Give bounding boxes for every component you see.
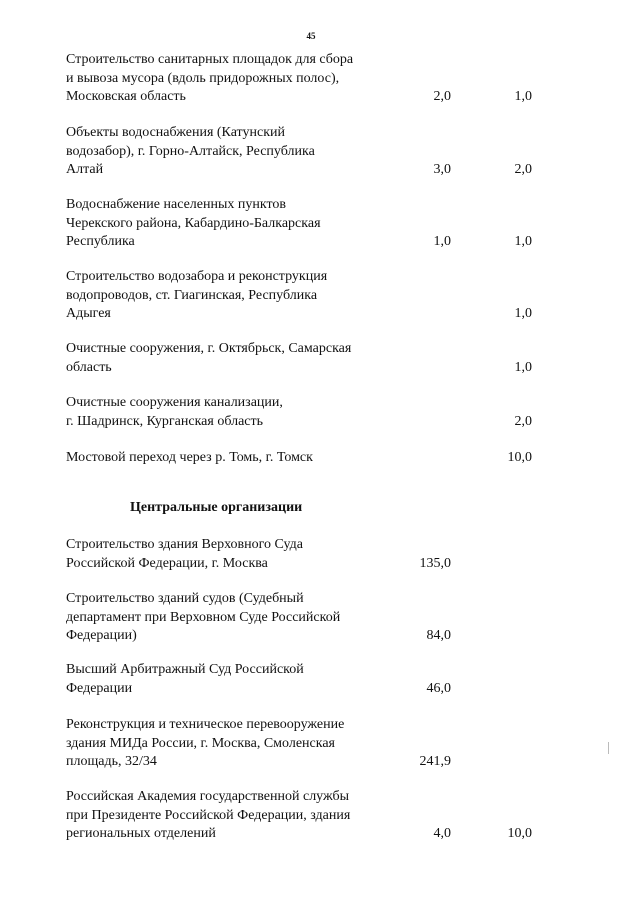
budget-entry — [66, 536, 566, 573]
description-line: Адыгея — [66, 306, 111, 321]
budget-entry — [66, 196, 566, 252]
amount-col2: 2,0 — [514, 162, 532, 177]
description-line: Реконструкция и техническое перевооружение — [66, 717, 345, 732]
amount-col1: 135,0 — [419, 555, 451, 571]
entry-description — [66, 661, 376, 698]
entry-description — [66, 196, 376, 252]
description-line: Мостовой переход через р. Томь, г. Томск — [66, 450, 313, 465]
description-line: Алтай — [66, 162, 104, 177]
description-line: Республика — [66, 234, 135, 249]
description-line: Очистные сооружения канализации, — [66, 395, 283, 410]
amount-col2: 1,0 — [514, 306, 532, 321]
budget-entry — [66, 51, 566, 107]
description-line: Строительство санитарных площадок для сбора — [66, 52, 354, 67]
description-line: Строительство здания Верховного Суда — [66, 537, 303, 552]
entry-description — [66, 268, 376, 324]
entry-description — [66, 340, 376, 377]
entry-description — [66, 788, 376, 844]
amount-col1: 4,0 — [433, 826, 451, 841]
description-line: Российская Академия государственной службы — [66, 789, 350, 804]
description-line: область — [66, 359, 112, 375]
amount-col2: 1,0 — [514, 89, 532, 104]
budget-entry — [66, 124, 566, 180]
description-line: Водоснабжение населенных пунктов — [66, 197, 287, 212]
budget-entry — [66, 340, 566, 377]
description-line: Московская область — [66, 89, 186, 104]
description-line: водопроводов, ст. Гиагинская, Республика — [66, 287, 318, 303]
description-line: при Президенте Российской Федерации, здания — [66, 807, 351, 823]
amount-col1: 241,9 — [419, 754, 451, 769]
amount-col2: 2,0 — [514, 413, 532, 429]
description-line: площадь, 32/34 — [66, 754, 157, 769]
budget-entry — [66, 661, 566, 698]
page-number: 45 — [306, 31, 316, 41]
amount-col2: 1,0 — [514, 234, 532, 249]
description-line: водозабор), г. Горно-Алтайск, Республика — [66, 143, 315, 159]
entry-description — [66, 716, 376, 772]
budget-entry — [66, 449, 566, 468]
amount-col2: 1,0 — [514, 359, 532, 375]
entry-description — [66, 394, 376, 431]
description-line: Высший Арбитражный Суд Российской — [66, 662, 304, 677]
description-line: Федерации — [66, 680, 133, 696]
amount-col1: 84,0 — [426, 628, 451, 643]
description-line: Строительство водозабора и реконструкция — [66, 269, 328, 284]
budget-entry — [66, 716, 566, 772]
budget-entry — [66, 590, 566, 646]
entry-description — [66, 51, 376, 107]
budget-entry — [66, 788, 566, 844]
section-heading: Центральные организации — [130, 500, 303, 515]
amount-col1: 46,0 — [426, 680, 451, 696]
description-line: департамент при Верховном Суде Российской — [66, 609, 341, 625]
amount-col1: 3,0 — [433, 162, 451, 177]
description-line: Российской Федерации, г. Москва — [66, 555, 268, 571]
amount-col1: 1,0 — [433, 234, 451, 249]
description-line: Черекского района, Кабардино-Балкарская — [66, 215, 321, 231]
entry-description — [66, 124, 376, 180]
description-line: Строительство зданий судов (Судебный — [66, 591, 304, 606]
description-line: г. Шадринск, Курганская область — [66, 413, 264, 429]
amount-col2: 10,0 — [507, 826, 532, 841]
entry-description — [66, 590, 376, 646]
amount-col2: 10,0 — [507, 450, 532, 465]
description-line: Объекты водоснабжения (Катунский — [66, 125, 285, 140]
scan-margin-mark — [608, 742, 609, 754]
entry-description — [66, 536, 376, 573]
description-line: и вывоза мусора (вдоль придорожных полос), — [66, 70, 340, 86]
entry-description — [66, 449, 376, 468]
budget-entry — [66, 268, 566, 324]
budget-entry — [66, 394, 566, 431]
description-line: Очистные сооружения, г. Октябрьск, Самарская — [66, 341, 352, 356]
description-line: Федерации) — [66, 628, 137, 643]
amount-col1: 2,0 — [433, 89, 451, 104]
description-line: здания МИДа России, г. Москва, Смоленская — [66, 735, 335, 751]
description-line: региональных отделений — [66, 826, 216, 841]
